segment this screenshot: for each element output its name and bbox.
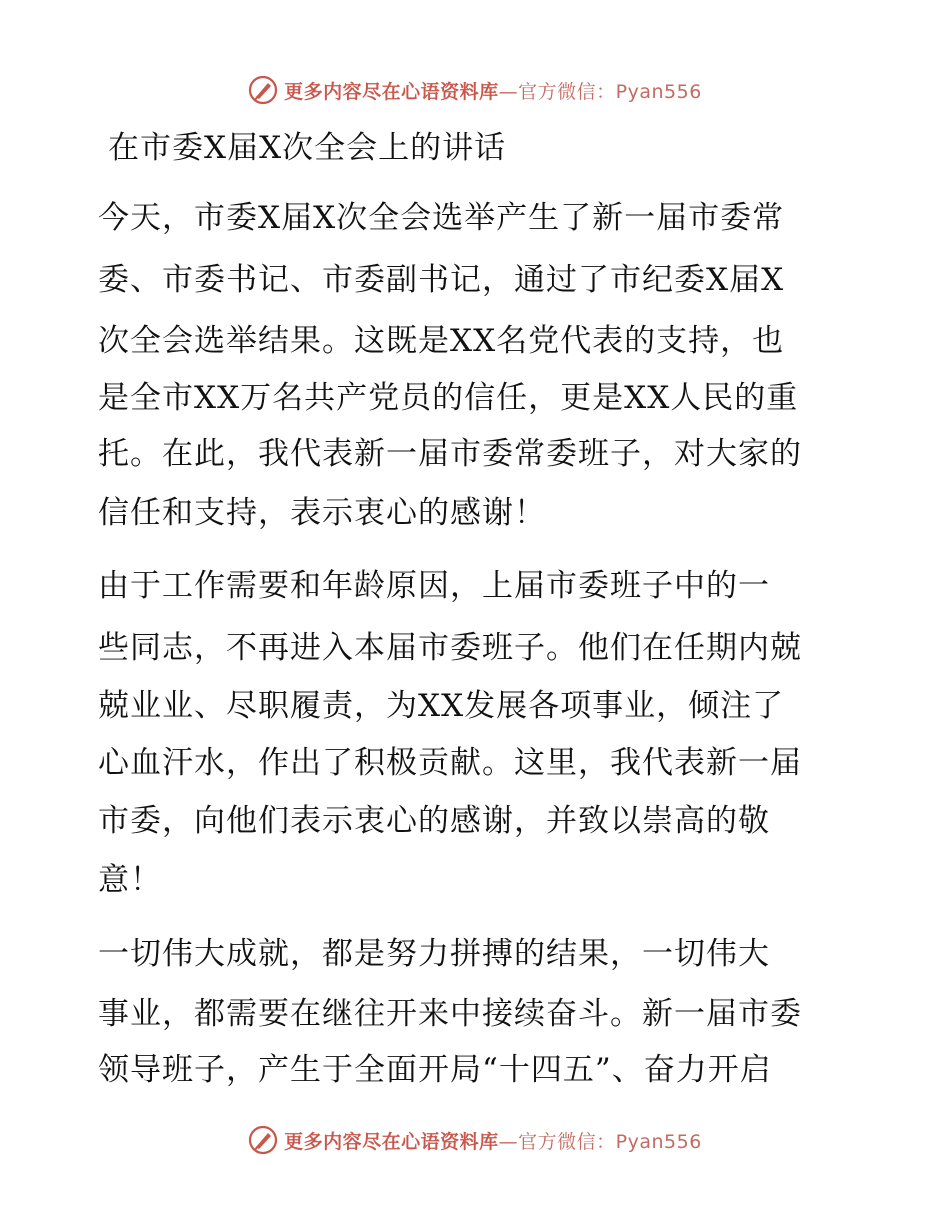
body-line: 心血汗水，作出了积极贡献。这里，我代表新一届 — [98, 745, 802, 781]
watermark-text: 更多内容尽在心语资料库—官方微信：Pyan556 — [284, 1130, 702, 1153]
body-line: 委、市委书记、市委副书记，通过了市纪委X届X — [98, 262, 785, 298]
body-line: 一切伟大成就，都是努力拼搏的结果，一切伟大 — [98, 936, 770, 972]
quill-pen-logo-icon — [248, 75, 278, 105]
watermark-text: 更多内容尽在心语资料库—官方微信：Pyan556 — [284, 80, 702, 103]
body-line: 市委，向他们表示衷心的感谢，并致以崇高的敬 — [98, 803, 770, 839]
quill-pen-logo-icon — [248, 1125, 278, 1155]
body-line: 些同志，不再进入本届市委班子。他们在任期内兢 — [98, 630, 802, 666]
body-line: 今天，市委X届X次全会选举产生了新一届市委常 — [98, 200, 785, 236]
body-line: 领导班子，产生于全面开局“十四五”、奋力开启 — [98, 1052, 772, 1088]
body-line: 托。在此，我代表新一届市委常委班子，对大家的 — [98, 436, 802, 472]
body-line: 次全会选举结果。这既是XX名党代表的支持，也 — [98, 323, 785, 359]
body-line: 是全市XX万名共产党员的信任，更是XX人民的重 — [98, 380, 799, 416]
body-line: 兢业业、尽职履责，为XX发展各项事业，倾注了 — [98, 688, 785, 724]
document-title: 在市委X届X次全会上的讲话 — [108, 130, 507, 166]
body-line: 信任和支持，表示衷心的感谢！ — [98, 495, 546, 531]
body-line: 由于工作需要和年龄原因，上届市委班子中的一 — [98, 568, 770, 604]
footer-watermark — [0, 1120, 950, 1160]
body-line: 事业，都需要在继往开来中接续奋斗。新一届市委 — [98, 996, 802, 1032]
body-line: 意！ — [98, 862, 162, 898]
header-watermark — [0, 70, 950, 110]
